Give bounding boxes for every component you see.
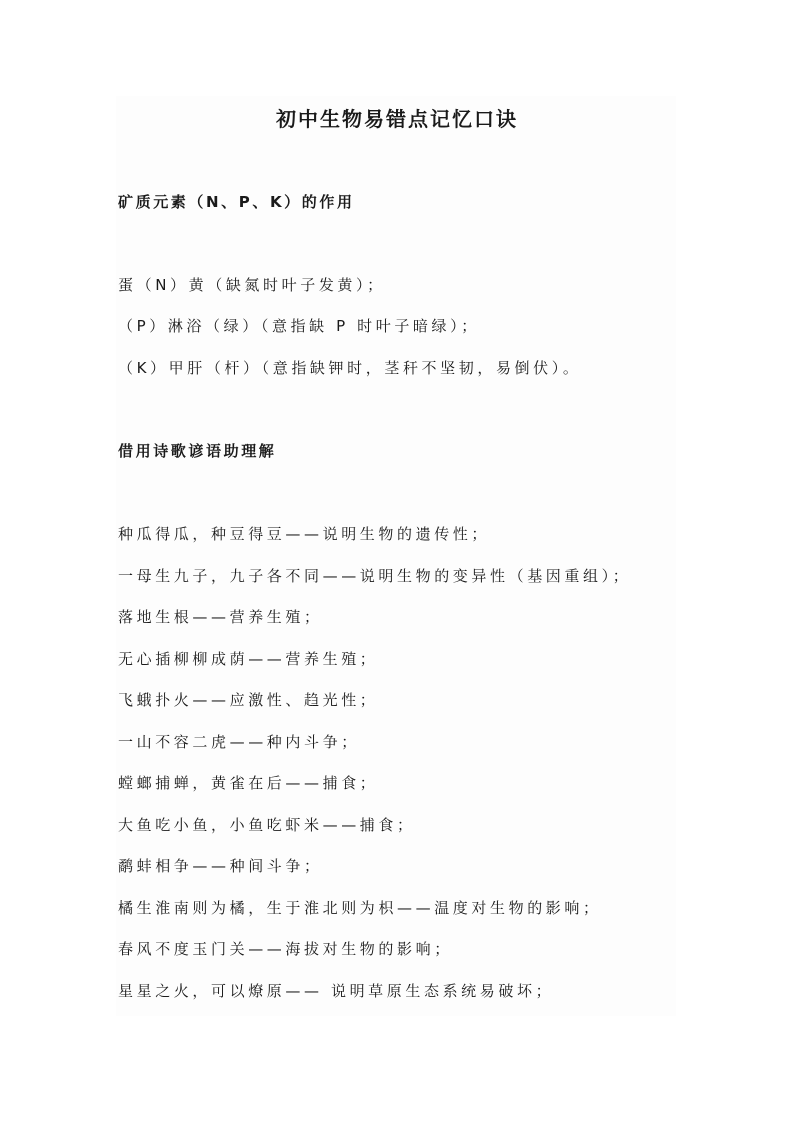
- text-line: （K）甲肝（杆）（意指缺钾时，茎秆不坚韧，易倒伏）。: [118, 359, 582, 377]
- text-line: 鹬蚌相争——种间斗争；: [118, 857, 323, 875]
- text-line: 种瓜得瓜，种豆得豆——说明生物的遗传性；: [118, 525, 491, 543]
- section-heading-mineral-elements: 矿质元素（N、P、K）的作用: [118, 193, 355, 211]
- text-line: 大鱼吃小鱼，小鱼吃虾米——捕食；: [118, 816, 416, 834]
- text-line: 飞蛾扑火——应激性、趋光性；: [118, 691, 379, 709]
- text-line: 蛋（N）黄（缺氮时叶子发黄）；: [118, 276, 386, 294]
- document-title: 初中生物易错点记忆口诀: [276, 107, 518, 131]
- text-line: 星星之火，可以燎原—— 说明草原生态系统易破坏；: [118, 982, 555, 1000]
- text-line: 橘生淮南则为橘，生于淮北则为枳——温度对生物的影响；: [118, 899, 602, 917]
- text-line: 落地生根——营养生殖；: [118, 608, 323, 626]
- section-heading-poems-proverbs: 借用诗歌谚语助理解: [118, 442, 277, 460]
- text-line: （P）淋浴（绿）（意指缺 P 时叶子暗绿）；: [118, 317, 480, 335]
- page-content-area: [116, 96, 676, 1016]
- text-line: 无心插柳柳成荫——营养生殖；: [118, 650, 379, 668]
- text-line: 一母生九子，九子各不同——说明生物的变异性（基因重组）；: [118, 567, 632, 585]
- text-line: 螳螂捕蝉，黄雀在后——捕食；: [118, 774, 379, 792]
- text-line: 春风不度玉门关——海拔对生物的影响；: [118, 940, 453, 958]
- text-line: 一山不容二虎——种内斗争；: [118, 733, 360, 751]
